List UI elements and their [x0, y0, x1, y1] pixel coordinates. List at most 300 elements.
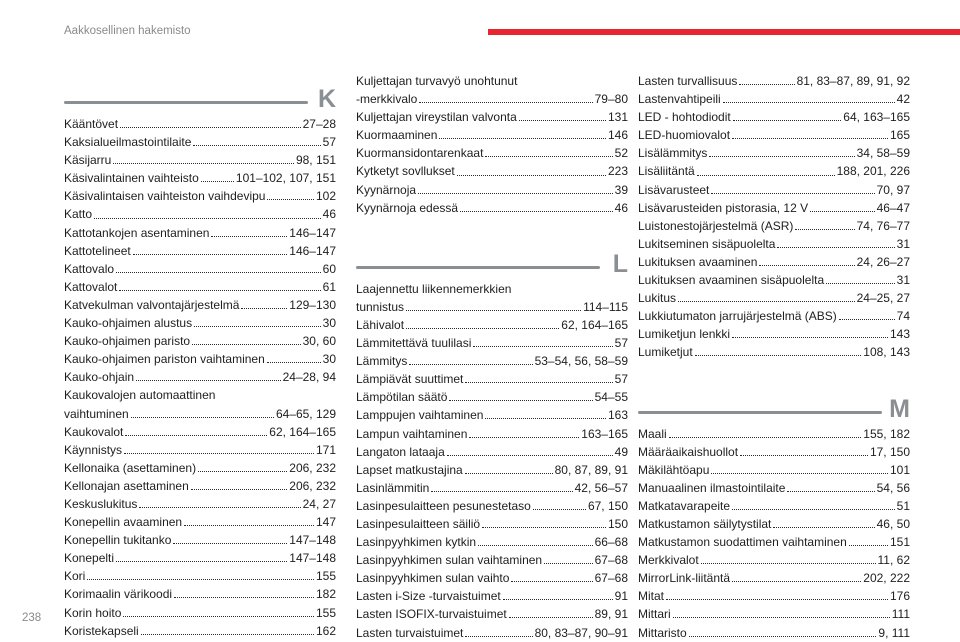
dot-leader — [184, 524, 314, 526]
entry-term: Lukitus — [638, 291, 677, 306]
dot-leader — [695, 354, 862, 356]
entry-term: Lasten ISOFIX-turvaistuimet — [356, 607, 507, 622]
entry-pages: 102 — [315, 189, 336, 204]
entry-pages: 176 — [889, 589, 910, 604]
dot-leader — [431, 490, 572, 492]
section-header-k — [64, 72, 336, 113]
index-entry — [638, 551, 910, 569]
entry-pages: 17, 150 — [869, 444, 910, 459]
entry-term: Manuaalinen ilmastointilaite — [638, 480, 786, 495]
entry-pages: 151 — [889, 535, 910, 550]
entry-term: Mitat — [638, 589, 665, 604]
index-entry — [638, 343, 910, 361]
index-entry — [64, 495, 336, 513]
dot-leader — [198, 470, 287, 472]
entry-pages: 67–68 — [594, 553, 628, 568]
entry-term: Mittari — [638, 607, 671, 622]
dot-leader — [141, 633, 314, 635]
entry-term: Käsivalintaisen vaihteiston vaihdevipu — [64, 189, 266, 204]
entry-term: Laajennettu liikennemerkkien — [356, 281, 512, 296]
index-entry — [64, 242, 336, 260]
section-letter: K — [317, 85, 336, 113]
dot-leader — [409, 363, 532, 365]
index-entry — [356, 515, 628, 533]
entry-pages: 163–165 — [581, 426, 628, 441]
entry-pages: 188, 201, 226 — [836, 164, 910, 179]
dot-leader — [478, 544, 593, 546]
entry-pages: 146–147 — [289, 225, 336, 240]
index-entry — [638, 108, 910, 126]
index-entry — [64, 423, 336, 441]
entry-pages: 24, 27 — [302, 496, 336, 511]
dot-leader — [133, 253, 288, 255]
running-header-title: Aakkosellinen hakemisto — [64, 25, 191, 37]
entry-pages: 24–25, 27 — [856, 291, 910, 306]
index-entry — [638, 162, 910, 180]
entry-pages: 206, 232 — [289, 460, 336, 475]
index-entry — [64, 441, 336, 459]
entry-term: Kellonajan asettaminen — [64, 478, 189, 493]
dot-leader — [123, 615, 314, 617]
dot-leader — [116, 560, 287, 562]
entry-term: Katto — [64, 207, 93, 222]
entry-term: Langaton lataaja — [356, 444, 445, 459]
entry-pages: 146 — [607, 128, 628, 143]
entry-pages: 81, 83–87, 89, 91, 92 — [796, 74, 910, 88]
entry-pages: 162 — [315, 623, 336, 638]
entry-term: Kääntövet — [64, 117, 119, 131]
entry-pages: 57 — [322, 135, 336, 150]
entry-term: Matkatavarapeite — [638, 498, 731, 513]
index-entry — [638, 199, 910, 217]
dot-leader — [406, 309, 581, 311]
index-entry — [64, 549, 336, 567]
index-entry — [638, 181, 910, 199]
index-entry — [638, 253, 910, 271]
entry-pages: 74 — [896, 309, 910, 324]
dot-leader — [732, 137, 888, 139]
entry-term: Kauko-ohjain — [64, 370, 135, 385]
index-entry — [356, 406, 628, 424]
entry-pages: 131 — [607, 110, 628, 125]
entry-pages: 101 — [889, 462, 910, 477]
dot-leader — [787, 490, 874, 492]
index-entry — [356, 370, 628, 388]
entry-term: Kuljettajan turvavyö unohtunut — [356, 74, 518, 88]
entry-term: Kauko-ohjaimen pariston vaihtaminen — [64, 352, 265, 367]
entry-pages: 53–54, 56, 58–59 — [534, 354, 628, 369]
entry-term: Konepellin avaaminen — [64, 515, 183, 530]
entry-term: Kauko-ohjaimen alustus — [64, 316, 193, 331]
entry-term: Lisävarusteiden pistorasia, 12 V — [638, 200, 809, 215]
entry-pages: 64–65, 129 — [275, 406, 336, 421]
dot-leader — [777, 246, 894, 248]
entry-pages: 67–68 — [594, 571, 628, 586]
entry-term: Matkustamon suodattimen vaihtaminen — [638, 535, 847, 550]
dot-leader — [849, 544, 888, 546]
dot-leader — [406, 327, 559, 329]
index-entry — [638, 72, 910, 90]
entry-pages: 223 — [607, 164, 628, 179]
index-entry — [638, 90, 910, 108]
dot-leader — [810, 210, 875, 212]
entry-term: -merkkivalo — [356, 92, 418, 107]
index-entry — [638, 605, 910, 623]
entry-pages: 46 — [614, 200, 628, 215]
dot-leader — [697, 174, 835, 176]
entry-term: Katvekulman valvontajärjestelmä — [64, 297, 240, 312]
index-entry — [638, 307, 910, 325]
entry-pages: 79–80 — [594, 92, 628, 107]
dot-leader — [701, 562, 876, 564]
index-entry — [64, 350, 336, 368]
entry-term: Kattovalo — [64, 261, 115, 276]
index-column-3 — [638, 72, 910, 642]
entry-term: Määräaikaishuollot — [638, 444, 739, 459]
entry-pages: 64, 163–165 — [843, 110, 910, 125]
index-entry — [356, 108, 628, 126]
entry-term: Lukituksen avaaminen — [638, 254, 758, 269]
entry-term: Maali — [638, 426, 667, 441]
entry-pages: 143 — [889, 327, 910, 342]
index-entry — [356, 497, 628, 515]
index-entry — [638, 569, 910, 587]
index-entry — [638, 443, 910, 461]
index-entry — [356, 605, 628, 623]
entry-pages: 155 — [315, 605, 336, 620]
dot-leader — [211, 235, 287, 237]
entry-term: Lisälämmitys — [638, 146, 708, 161]
entry-term: Lasinpesulaitteen säiliö — [356, 516, 481, 531]
dot-leader — [473, 345, 612, 347]
entry-pages: 30 — [322, 352, 336, 367]
dot-leader — [469, 436, 579, 438]
dot-leader — [120, 126, 301, 128]
entry-term: Kattovalot — [64, 279, 118, 294]
entry-term: Merkkivalot — [638, 553, 699, 568]
entry-term: Lisävarusteet — [638, 182, 710, 197]
entry-term: Lukituksen avaaminen sisäpuolelta — [638, 273, 825, 288]
dot-leader — [267, 361, 321, 363]
dot-leader — [503, 598, 613, 600]
entry-pages: 60 — [322, 261, 336, 276]
index-entry — [64, 585, 336, 603]
index-entry — [356, 199, 628, 217]
entry-pages: 89, 91 — [594, 607, 628, 622]
entry-pages: 54, 56 — [876, 480, 910, 495]
dot-leader — [519, 119, 606, 121]
dot-leader — [419, 101, 592, 103]
entry-pages: 74, 76–77 — [856, 218, 910, 233]
entry-pages: 46 — [322, 207, 336, 222]
dot-leader — [447, 454, 613, 456]
entry-term: Kori — [64, 569, 86, 584]
dot-leader — [460, 210, 613, 212]
dot-leader — [125, 434, 267, 436]
index-entry — [64, 115, 336, 133]
entry-term: Kyynärnoja — [356, 182, 417, 197]
entry-pages: 163 — [607, 408, 628, 423]
index-entry — [638, 533, 910, 551]
entry-term: Lastenvahtipeili — [638, 92, 721, 107]
entry-pages: 111 — [891, 607, 910, 622]
index-entry — [356, 461, 628, 479]
entry-pages: 165 — [889, 128, 910, 143]
entry-term: Kaksialueilmastointilaite — [64, 135, 192, 150]
dot-leader — [826, 282, 895, 284]
entry-term: Kuormansidontarenkaat — [356, 146, 484, 161]
dot-leader — [465, 472, 553, 474]
entry-pages: 11, 62 — [877, 553, 910, 568]
index-entry — [356, 388, 628, 406]
index-entry — [356, 425, 628, 443]
index-entry — [64, 531, 336, 549]
dot-leader — [733, 119, 842, 121]
entry-list — [356, 72, 628, 217]
entry-term: Käsijarru — [64, 153, 112, 168]
entry-pages: 30, 60 — [302, 334, 336, 349]
index-column-1 — [64, 72, 336, 640]
dot-leader — [131, 416, 274, 418]
entry-term: Käynnistys — [64, 442, 123, 457]
index-entry — [64, 169, 336, 187]
index-entry — [356, 298, 628, 316]
dot-leader — [449, 399, 592, 401]
index-entry — [356, 443, 628, 461]
entry-pages: 66–68 — [594, 535, 628, 550]
index-entry — [356, 624, 628, 642]
entry-term: Kyynärnoja edessä — [356, 200, 459, 215]
entry-pages: 52 — [614, 146, 628, 161]
entry-term: Lasinpyyhkimen sulan vaihto — [356, 571, 510, 586]
entry-pages: 62, 164–165 — [269, 424, 336, 439]
dot-leader — [773, 526, 874, 528]
index-entry — [64, 151, 336, 169]
index-entry — [638, 479, 910, 497]
entry-pages: 146–147 — [289, 243, 336, 258]
index-entry — [638, 624, 910, 642]
entry-term: Lasten i-Size -turvaistuimet — [356, 589, 501, 604]
entry-term: Korin hoito — [64, 605, 122, 620]
entry-term: Lasten turvaistuimet — [356, 625, 464, 640]
index-entry — [356, 587, 628, 605]
index-column-2 — [356, 72, 628, 642]
entry-pages: 42 — [896, 92, 910, 107]
section-rule — [356, 266, 600, 269]
entry-term: Lasinpyyhkimen kytkin — [356, 535, 477, 550]
dot-leader — [533, 508, 586, 510]
entry-pages: 202, 222 — [863, 571, 910, 586]
index-entry — [64, 205, 336, 223]
entry-pages: 155 — [315, 569, 336, 584]
section-header-m — [638, 382, 910, 423]
entry-pages: 30 — [322, 316, 336, 331]
entry-term: Konepellin tukitanko — [64, 533, 172, 548]
entry-term: LED-huomiovalot — [638, 128, 731, 143]
dot-leader — [241, 307, 287, 309]
dot-leader — [709, 155, 854, 157]
dot-leader — [723, 101, 895, 103]
index-entry — [638, 515, 910, 533]
dot-leader — [193, 144, 320, 146]
index-entry — [356, 181, 628, 199]
entry-pages: 80, 87, 89, 91 — [554, 462, 628, 477]
dot-leader — [485, 155, 612, 157]
entry-pages: 42, 56–57 — [574, 480, 628, 495]
dot-leader — [732, 508, 895, 510]
entry-pages: 182 — [315, 587, 336, 602]
index-entry — [64, 405, 336, 423]
index-entry — [64, 187, 336, 205]
entry-pages: 147–148 — [289, 551, 336, 566]
index-entry — [64, 368, 336, 386]
dot-leader — [173, 542, 287, 544]
entry-pages: 31 — [896, 273, 910, 288]
entry-term: Lähivalot — [356, 317, 405, 332]
entry-list — [638, 425, 910, 642]
index-entry — [638, 325, 910, 343]
page-number: 238 — [22, 612, 42, 624]
entry-pages: 91 — [614, 589, 628, 604]
entry-term: Lämpötilan säätö — [356, 390, 448, 405]
index-entry — [638, 425, 910, 443]
entry-pages: 101–102, 107, 151 — [235, 171, 336, 186]
index-entry — [64, 314, 336, 332]
entry-pages: 150 — [607, 516, 628, 531]
index-entry — [64, 224, 336, 242]
entry-term: Luistonestojärjestelmä (ASR) — [638, 218, 794, 233]
index-entry — [64, 260, 336, 278]
entry-term: Konepelti — [64, 551, 115, 566]
dot-leader — [194, 325, 321, 327]
dot-leader — [795, 228, 854, 230]
entry-pages: 108, 143 — [863, 345, 910, 360]
entry-term: tunnistus — [356, 299, 405, 314]
dot-leader — [192, 343, 301, 345]
dot-leader — [87, 578, 314, 580]
index-entry — [356, 533, 628, 551]
entry-term: Lämmitettävä tuulilasi — [356, 336, 472, 351]
dot-leader — [711, 192, 874, 194]
index-entry — [638, 461, 910, 479]
index-entry — [64, 567, 336, 585]
entry-term: Kaukovalojen automaattinen — [64, 388, 216, 403]
index-entry — [64, 604, 336, 622]
entry-term: Lampun vaihtaminen — [356, 426, 468, 441]
entry-pages: 147 — [315, 515, 336, 530]
entry-term: Kattotelineet — [64, 243, 131, 258]
index-entry — [64, 459, 336, 477]
index-entry — [638, 126, 910, 144]
dot-leader — [485, 417, 606, 419]
entry-term: Kaukovalot — [64, 424, 124, 439]
entry-term: Kuormaaminen — [356, 128, 438, 143]
index-entry — [64, 278, 336, 296]
entry-term: Lumiketjut — [638, 345, 693, 360]
index-entry — [64, 386, 336, 404]
dot-leader — [267, 198, 314, 200]
index-entry — [64, 622, 336, 640]
index-entry — [356, 144, 628, 162]
section-rule — [638, 411, 882, 414]
entry-term: Mittaristo — [638, 625, 687, 640]
dot-leader — [191, 488, 288, 490]
entry-pages: 49 — [614, 444, 628, 459]
dot-leader — [689, 635, 877, 637]
index-entry — [64, 133, 336, 151]
dot-leader — [465, 635, 532, 637]
index-entry — [356, 551, 628, 569]
entry-term: vaihtuminen — [64, 406, 129, 421]
entry-pages: 57 — [614, 372, 628, 387]
entry-pages: 129–130 — [289, 297, 336, 312]
entry-term: Lisäliitäntä — [638, 164, 695, 179]
index-entry — [638, 587, 910, 605]
entry-term: Korimaalin värikoodi — [64, 587, 173, 602]
entry-term: Lämpiävät suuttimet — [356, 372, 464, 387]
entry-pages: 67, 150 — [587, 498, 628, 513]
dot-leader — [740, 454, 868, 456]
dot-leader — [759, 264, 854, 266]
entry-pages: 46–47 — [876, 200, 910, 215]
entry-term: Lukkiutumaton jarrujärjestelmä (ABS) — [638, 309, 837, 324]
section-header-l — [356, 237, 628, 278]
index-entry — [638, 144, 910, 162]
section-letter: M — [889, 394, 910, 423]
entry-pages: 24–28, 94 — [282, 370, 336, 385]
dot-leader — [136, 379, 281, 381]
dot-leader — [732, 336, 888, 338]
entry-pages: 54–55 — [594, 390, 628, 405]
index-entry — [64, 296, 336, 314]
entry-term: Matkustamon säilytystilat — [638, 516, 772, 531]
entry-pages: 171 — [315, 442, 336, 457]
dot-leader — [711, 472, 888, 474]
dot-leader — [116, 271, 321, 273]
entry-list — [356, 280, 628, 642]
dot-leader — [201, 180, 234, 182]
entry-term: Mäkilähtöapu — [638, 462, 710, 477]
dot-leader — [544, 562, 593, 564]
entry-list — [64, 115, 336, 640]
entry-pages: 51 — [896, 498, 910, 513]
entry-term: Lasinlämmitin — [356, 480, 430, 495]
index-entry — [356, 72, 628, 90]
entry-term: Kytketyt sovllukset — [356, 164, 455, 179]
index-entry — [356, 352, 628, 370]
index-entry — [356, 479, 628, 497]
entry-term: Lapset matkustajina — [356, 462, 463, 477]
index-entry — [356, 126, 628, 144]
entry-pages: 46, 50 — [876, 516, 910, 531]
entry-term: Lämmitys — [356, 354, 408, 369]
entry-term: Kellonaika (asettaminen) — [64, 460, 197, 475]
dot-leader — [839, 318, 895, 320]
entry-term: Koristekapseli — [64, 623, 139, 638]
dot-leader — [119, 289, 320, 291]
dot-leader — [465, 381, 612, 383]
dot-leader — [124, 452, 314, 454]
dot-leader — [509, 616, 593, 618]
entry-pages: 34, 58–59 — [856, 146, 910, 161]
index-entry — [64, 332, 336, 350]
dot-leader — [439, 137, 606, 139]
dot-leader — [673, 616, 890, 618]
entry-term: Lasinpesulaitteen pesunestetaso — [356, 498, 531, 513]
entry-pages: 9, 111 — [878, 625, 910, 640]
entry-term: Keskuslukitus — [64, 496, 138, 511]
entry-term: Lamppujen vaihtaminen — [356, 408, 484, 423]
